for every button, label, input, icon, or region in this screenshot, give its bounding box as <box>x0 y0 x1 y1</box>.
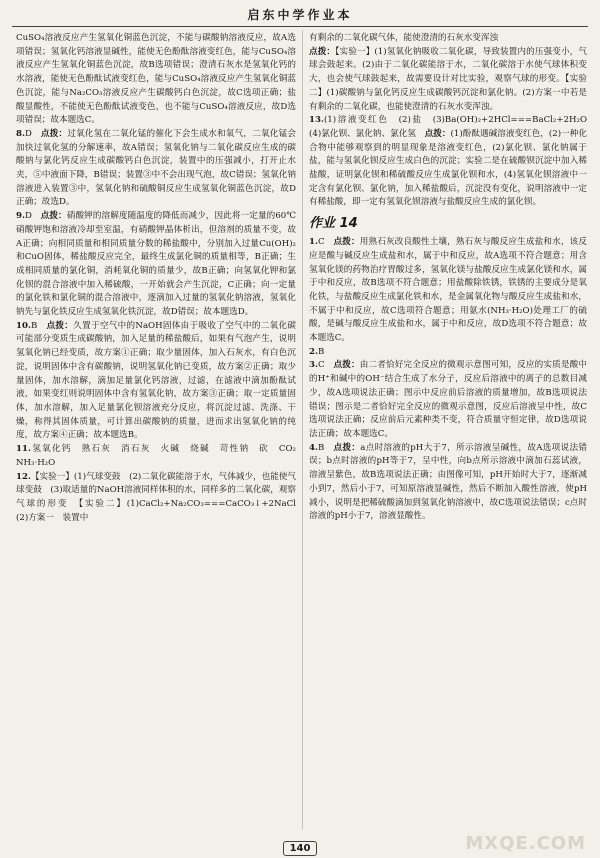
paragraph: CuSO₄溶液反应产生氢氧化铜蓝色沉淀，不能与碳酸钠溶液反应，故A选项错误；氢氧化钙溶液显碱性，能使无色酚酞溶液变红色，能与CuSO₄溶液反应产生氢氧化铜蓝色沉淀，故B选项错误；澄清石灰水是氢氧化钙的水溶液，能使无色酚酞试液变红色，能与CuSO₄溶液反应产生氢氧化铜蓝色沉淀，能与Na₂CO₃溶液反应产生碳酸钙白色沉淀，故C选项正确；盐酸显酸性，不能使无色酚酞试液变色，也不能与CuSO₄溶液反应，故D选项错误；故本题选C。 <box>16 33 296 126</box>
question-12: 12.【实验一】(1)气球变鼓 (2)二氧化碳能溶于水，气体减少，也能使气球变鼓 (3)取适量的NaOH溶液同样体积的水，同样多的二氧化碳，观察气球的形变 【实验二】(1)CaCl₂+Na₂CO₃===CaCO₃↓+2NaCl (2)方案一 装置中 <box>16 471 305 523</box>
question-8: 8.D 点拨：过氧化氢在二氧化锰的催化下会生成水和氧气，二氧化锰会加快过氧化氢的分解速率，故A错误；氢氧化钠与二氧化碳反应生成的碳酸钠与氯化钙反应生成碳酸钙白色沉淀，装置中的压强减小，打开止水夹，⑤中液面下降，B错误；装置③中不会出现气泡，故C错误；氢氧化钠溶液进入装置③中，氢氧化钠和硫酸铜反应生成氢氧化铜蓝色沉淀，故D正确；故选D。 <box>16 128 296 208</box>
question-3: 3.C 点拨：由二者恰好完全反应的微观示意图可知，反应的实质是酸中的H⁺和碱中的OH⁻结合生成了水分子，反应后溶液中的离子的总数目减少，故A选项说法正确；图示中反应前后溶液的质量增加，故B选项说法错误；图示是二者恰好完全反应的微观示意图，反应后溶液呈中性，故C选项说法正确；反应前后元素种类不变，符合质量守恒定律，故D选项说法正确；故本题选C。 <box>309 360 587 439</box>
question-2: 2.B <box>309 346 325 357</box>
header-rule <box>12 26 588 27</box>
question-13: 13.(1)溶液变红色 (2)盐 (3)Ba(OH)₂+2HCl===BaCl₂+2H₂O (4)氯化钡、氯化钠、氯化氢 点拨：(1)酚酞遇碱溶液变红色，(2)一种化合物中能够观察到的明显现象是溶液变红色，(2)氯化钡、氯化钠属于盐，能与氢氧化钡反应生成白色的沉淀；实验二是在硫酸钡沉淀中加入稀盐酸，证明氯化钡和稀硫酸反应生成氯化钡和水，(4)氢氧化钡溶液中一定含有氯化钡、氯化钠，加入稀盐酸后，沉淀没有变化，说明溶液中一定有稀盐酸，即一定有氢氧化钡溶液与盐酸反应生成的氯化钡。 <box>309 115 596 208</box>
hint-12: 点拨：【实验一】(1)氢氧化钠吸收二氧化碳，导致装置内的压强变小，气球会鼓起来。(2)由于二氧化碳能溶于水，二氧化碳溶于水使气球体积变大，也会使气球鼓起来，故需要设计对比实验，观察气球的形变。【实验二】(1)碳酸钠与氯化钙反应生成碳酸钙沉淀和氯化钠。(2)方案一中若是有剩余的二氧化碳，也能使澄清的石灰水变浑浊。 <box>309 46 587 112</box>
header-title: 启东中学作业本 <box>247 8 353 22</box>
page-number: 140 <box>283 841 318 856</box>
question-1: 1.C 点拨：用熟石灰改良酸性土壤，熟石灰与酸反应生成盐和水，该反应是酸与碱反应生成盐和水，属于中和反应，故A选项不符合题意；用含氢氧化镁的药物治疗胃酸过多，氢氧化镁与盐酸反应生成氯化镁和水，属于中和反应，故B选项不符合题意；用盐酸除铁锈，铁锈的主要成分是氧化铁，与盐酸反应生成氯化铁和水，是金属氧化物与酸反应生成盐和水，不属于中和反应，故C选项符合题意；用氨水(NH₃·H₂O)处理工厂的硫酸，是碱与酸反应生成盐和水，属于中和反应，故D选项不符合题意；故本题选C。 <box>309 237 587 344</box>
answer-continued: 有剩余的二氧化碳气体，能使澄清的石灰水变浑浊 <box>309 33 499 43</box>
question-9: 9.D 点拨：硝酸钾的溶解度随温度的降低而减少，因此将一定量的60℃硝酸钾饱和溶液冷却至室温，有硝酸钾晶体析出，但溶剂的质量不变，故A正确；向相同质量和相同质量分数的稀盐酸中，分别加入过量Cu(OH)₂和CuO固体，稀盐酸反应完全，最终生成氯化铜的质量相等，B正确；生成相同质量的氯化铜，消耗氧化铜的质量少，故B正确；向氢氧化钾和氯化钡的混合溶液中加入稀硫酸，一开始就会产生沉淀，C正确；向一定量的氯化铁和氯化铜的混合溶液中，逐滴加入过量的氢氧化钠溶液，氢氧化钠先与氯化铁反应生成氢氧化铁沉淀，故D错误；故本题选D。 <box>16 211 296 318</box>
question-11: 11.氢氧化钙 熟石灰 消石灰 火碱 烧碱 苛性钠 砍 CO₂ NH₃·H₂O <box>16 444 305 468</box>
column-divider <box>302 30 303 830</box>
right-column <box>309 32 596 524</box>
section-title: 作业 14 <box>309 216 358 232</box>
question-10: 10.B 点拨：久置于空气中的NaOH固体由于吸收了空气中的二氧化碳可能部分变质生成碳酸钠，加入足量的稀盐酸后，如果有气泡产生，说明氢氧化钠已经变质，故方案①正确；取少量固体，加入石灰水，有白色沉淀，说明固体中含有碳酸钠，说明氢氧化钠已变质，故方案②正确；取少量固体，加水溶解，滴加足量氯化钙溶液，过滤，在滤液中滴加酚酞试液，如果变红则说明固体中含有氢氧化钠，故方案③正确；取一定质量固体，加水溶解，加入足量氯化钡溶液充分反应，将沉淀过滤、洗涤、干燥，称得其固体质量，可计算出碳酸钠的质量，进而求出氢氧化钠的纯度，故方案④正确；故本题选B。 <box>16 320 296 441</box>
question-4: 4.B 点拨：a点时溶液的pH大于7，所示溶液呈碱性，故A选项说法错误；b点时溶液的pH等于7，呈中性，向b点所示溶液中滴加石蕊试液，溶液呈紫色，故B选项说法正确；由图像可知，pH开始时大于7，逐渐减小到7，然后小于7，可知原溶液显碱性，然后不断加入酸性溶液，使pH减小，说明是把稀硫酸滴加到氢氧化钠溶液中，故C选项说法错误；c点时溶液的pH小于7，溶液显酸性。 <box>309 442 587 522</box>
left-column <box>16 32 305 525</box>
watermark: MXQE.COM <box>465 833 586 854</box>
